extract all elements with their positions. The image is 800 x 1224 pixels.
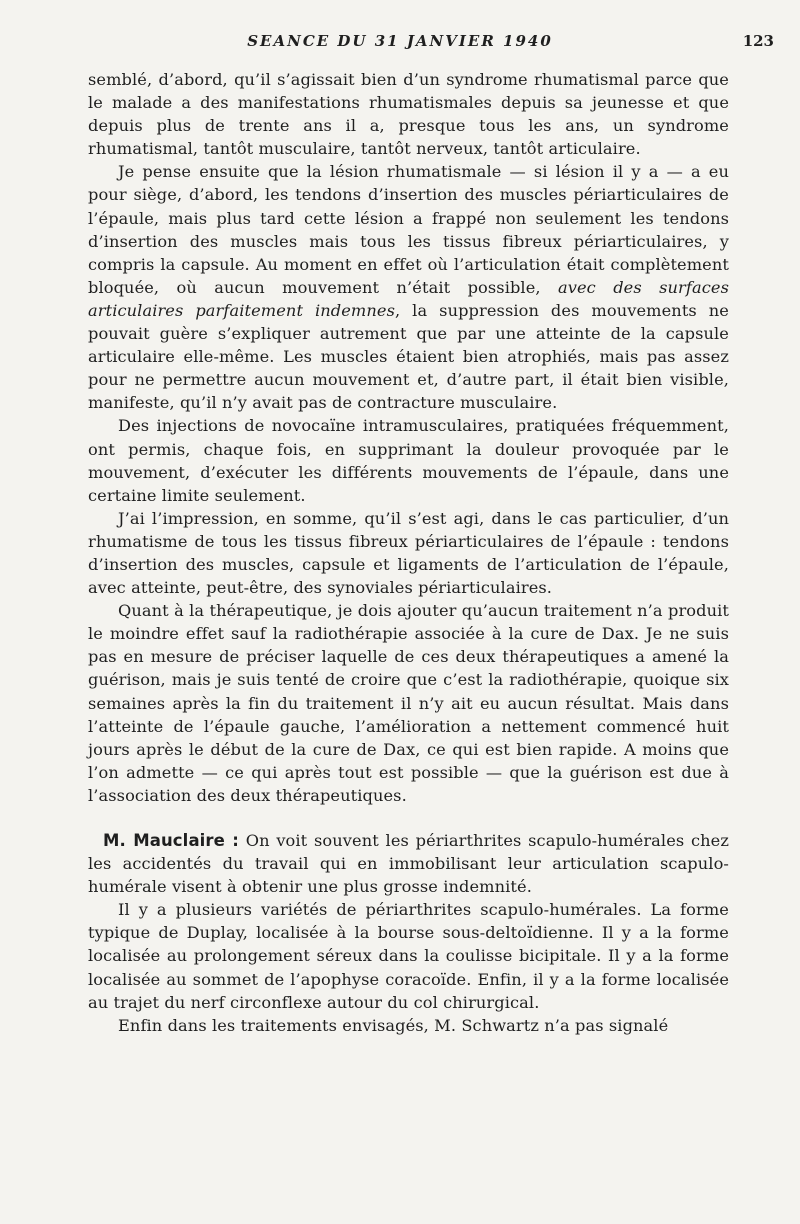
speaker-name: M. Mauclaire : xyxy=(103,831,239,850)
paragraph-8: Enfin dans les traitements envisagés, M. Schwartz n’a pas signalé xyxy=(118,1015,669,1035)
paragraph-6 xyxy=(88,829,729,898)
paragraph-2 xyxy=(88,160,729,414)
paragraph-2-italic: avec des surfaces articulaires parfaitement indemnes xyxy=(88,277,729,320)
paragraph-6-text: On voit souvent les périarthrites scapulo-humérales chez les accidentés du travail qui en immobilisant leur articulation scapulo-humérale visent à obtenir une plus grosse indemnité. xyxy=(88,831,729,897)
paragraph-3: Des injections de novocaïne intramusculaires, pratiquées fréquemment, ont permis, chaque fois, en supprimant la douleur provoquée par le mouvement, d’exécuter les différents mouvements de l’épaule, dans une certaine limite seulement. xyxy=(88,416,729,505)
running-header xyxy=(0,32,800,56)
running-title: SEANCE DU 31 JANVIER 1940 xyxy=(247,32,553,50)
paragraph-7: Il y a plusieurs variétés de périarthrites scapulo-humérales. La forme typique de Duplay, localisée à la bourse sous-deltoïdienne. Il y a la forme localisée au prolongement séreux dans la coulisse bicipitale. Il y a la forme localisée au sommet de l’apophyse coracoïde. Enfin, il y a la forme localisée au trajet du nerf circonflexe autour du col chirurgical. xyxy=(88,900,729,1012)
page-number: 123 xyxy=(742,32,774,50)
body-text xyxy=(88,68,729,1037)
paragraph-2-start: Je pense ensuite que la lésion rhumatismale — si lésion il y a — a eu pour siège, d’abord, les tendons d’insertion des muscles périarticulaires de l’épaule, mais plus tard cette lésion a frappé non seulement les tendons d’insertion des muscles mais tous les tissus fibreux périarticulaires, y compris la capsule. Au moment en effet où l’articulation était complètement bloquée, où aucun mouvement n’était possible, xyxy=(88,162,729,297)
paragraph-1: semblé, d’abord, qu’il s’agissait bien d’un syndrome rhumatismal parce que le malade a des manifestations rhumatismales depuis sa jeunesse et que depuis plus de trente ans il a, presque tous les ans, un syndrome rhumatismal, tantôt musculaire, tantôt nerveux, tantôt articulaire. xyxy=(88,70,729,159)
paragraph-4: J’ai l’impression, en somme, qu’il s’est agi, dans le cas particulier, d’un rhumatisme de tous les tissus fibreux périarticulaires de l’épaule : tendons d’insertion des muscles, capsule et ligaments de l’articulation de l’épaule, avec atteinte, peut-être, des synoviales périarticulaires. xyxy=(88,508,729,598)
paragraph-2-end: , la suppression des mouvements ne pouvait guère s’expliquer autrement que par une atteinte de la capsule articulaire elle-même. Les muscles étaient bien atrophiés, mais pas assez pour ne permettre aucun mouvement et, d’autre part, il était bien visible, manifeste, qu’il n’y avait pas de contracture musculaire. xyxy=(88,300,729,413)
paragraph-5: Quant à la thérapeutique, je dois ajouter qu’aucun traitement n’a produit le moindre effet sauf la radiothérapie associée à la cure de Dax. Je ne suis pas en mesure de préciser laquelle de ces deux thérapeutiques a amené la guérison, mais je suis tenté de croire que c’est la radiothérapie, quoique six semaines après la fin du traitement il n’y ait eu aucun résultat. Mais dans l’atteinte de l’épaule gauche, l’amélioration a nettement commencé huit jours après le début de la cure de Dax, ce qui est bien rapide. A moins que l’on admette — ce qui après tout est possible — que la guérison est due à l’association des deux thérapeutiques. xyxy=(88,601,729,805)
